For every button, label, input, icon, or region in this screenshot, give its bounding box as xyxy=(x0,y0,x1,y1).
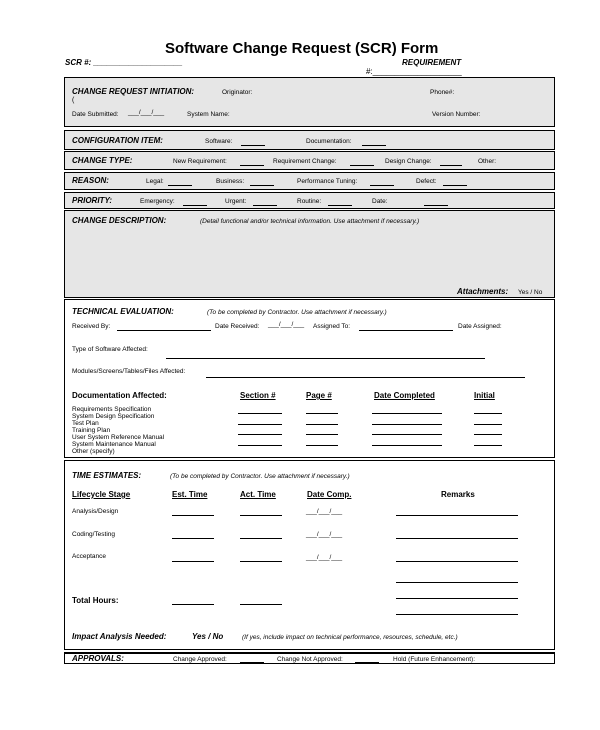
total-est-field[interactable] xyxy=(172,604,214,605)
date-received-field[interactable]: ___/___/___ xyxy=(268,321,305,328)
page-field[interactable] xyxy=(306,445,338,446)
urgent-label: Urgent: xyxy=(225,198,247,205)
remarks-field[interactable] xyxy=(396,515,518,516)
priority-heading: PRIORITY: xyxy=(72,196,113,205)
stage-label: Acceptance xyxy=(72,553,106,560)
remarks-header: Remarks xyxy=(441,490,475,499)
emergency-label: Emergency: xyxy=(140,198,175,205)
initiation-heading: CHANGE REQUEST INITIATION: xyxy=(72,87,195,96)
remarks-field[interactable] xyxy=(396,582,518,583)
new-requirement-field[interactable] xyxy=(240,165,264,166)
form-title: Software Change Request (SCR) Form xyxy=(165,40,439,57)
requirement-change-label: Requirement Change: xyxy=(273,158,337,165)
act-time-field[interactable] xyxy=(240,515,282,516)
date-assigned-label: Date Assigned: xyxy=(458,323,502,330)
section-column-header: Section # xyxy=(240,391,276,400)
type-affected-label: Type of Software Affected: xyxy=(72,346,148,353)
legal-field[interactable] xyxy=(168,185,192,186)
doc-list xyxy=(72,406,164,455)
originator-label: Originator: xyxy=(222,89,253,96)
type-affected-field[interactable] xyxy=(166,358,485,359)
new-requirement-label: New Requirement: xyxy=(173,158,227,165)
change-approved-label: Change Approved: xyxy=(173,656,227,663)
urgent-field[interactable] xyxy=(253,205,277,206)
initial-field[interactable] xyxy=(474,445,502,446)
act-time-field[interactable] xyxy=(240,561,282,562)
defect-label: Defect: xyxy=(416,178,437,185)
business-field[interactable] xyxy=(250,185,274,186)
description-heading: CHANGE DESCRIPTION: xyxy=(72,216,167,225)
software-label: Software: xyxy=(205,138,233,145)
doc-affected-heading: Documentation Affected: xyxy=(72,391,167,400)
attachments-label: Attachments: xyxy=(457,287,509,296)
assigned-to-field[interactable] xyxy=(359,330,453,331)
system-name-label: System Name: xyxy=(187,111,230,118)
page-column-header: Page # xyxy=(306,391,332,400)
requirement-label: REQUIREMENT xyxy=(402,58,462,67)
initial-field[interactable] xyxy=(474,424,502,425)
requirement-change-field[interactable] xyxy=(350,165,374,166)
section-field[interactable] xyxy=(238,434,282,435)
section-field[interactable] xyxy=(238,424,282,425)
date-submitted-field[interactable]: ___/___/___ xyxy=(128,109,165,116)
defect-field[interactable] xyxy=(443,185,467,186)
hold-label: Hold (Future Enhancement): xyxy=(393,656,476,663)
change-approved-field[interactable] xyxy=(240,662,264,663)
doc-item: Test Plan xyxy=(72,420,99,427)
remarks-field[interactable] xyxy=(396,598,518,599)
paren-mark: ( xyxy=(72,97,75,104)
est-time-header: Est. Time xyxy=(172,490,208,499)
doc-item: Training Plan xyxy=(72,427,111,434)
page-field[interactable] xyxy=(306,413,338,414)
priority-date-label: Date: xyxy=(372,198,388,205)
stage-label: Analysis/Design xyxy=(72,508,119,515)
priority-date-field[interactable] xyxy=(424,205,448,206)
description-note: (Detail functional and/or technical information. Use attachment if necessary.) xyxy=(200,218,420,225)
section-field[interactable] xyxy=(238,445,282,446)
date-comp-header: Date Comp. xyxy=(307,490,352,499)
change-not-approved-field[interactable] xyxy=(355,662,379,663)
date-comp-field[interactable]: ___/___/___ xyxy=(306,531,343,538)
tech-eval-heading: TECHNICAL EVALUATION: xyxy=(72,307,174,316)
time-estimates-note: (To be completed by Contractor. Use attachment if necessary.) xyxy=(170,473,350,480)
est-time-field[interactable] xyxy=(172,515,214,516)
requirement-number-field[interactable]: #:____________________ xyxy=(366,67,462,76)
remarks-field[interactable] xyxy=(396,561,518,562)
page-field[interactable] xyxy=(306,424,338,425)
stage-label: Coding/Testing xyxy=(72,531,115,538)
time-estimates-heading: TIME ESTIMATES: xyxy=(72,471,142,480)
date-completed-column-header: Date Completed xyxy=(374,391,435,400)
remarks-field[interactable] xyxy=(396,538,518,539)
design-change-label: Design Change: xyxy=(385,158,432,165)
routine-field[interactable] xyxy=(328,205,352,206)
date-completed-field[interactable] xyxy=(372,413,442,414)
date-received-label: Date Received: xyxy=(215,323,260,330)
change-type-heading: CHANGE TYPE: xyxy=(72,156,133,165)
received-by-label: Received By: xyxy=(72,323,111,330)
total-act-field[interactable] xyxy=(240,604,282,605)
doc-item: System Maintenance Manual xyxy=(72,441,156,448)
config-heading: CONFIGURATION ITEM: xyxy=(72,136,163,145)
emergency-field[interactable] xyxy=(183,205,207,206)
attachments-yes-no[interactable]: Yes / No xyxy=(518,289,543,296)
tech-eval-note: (To be completed by Contractor. Use attachment if necessary.) xyxy=(207,309,387,316)
received-by-field[interactable] xyxy=(117,330,211,331)
reason-heading: REASON: xyxy=(72,176,109,185)
legal-label: Legal: xyxy=(146,178,164,185)
act-time-header: Act. Time xyxy=(240,490,276,499)
page-field[interactable] xyxy=(306,434,338,435)
business-label: Business: xyxy=(216,178,245,185)
documentation-field[interactable] xyxy=(362,145,386,146)
impact-note: (If yes, include impact on technical performance, resources, schedule, etc.) xyxy=(242,634,458,641)
total-hours-label: Total Hours: xyxy=(72,596,119,605)
performance-tuning-label: Performance Tuning: xyxy=(297,178,358,185)
initial-column-header: Initial xyxy=(474,391,495,400)
date-completed-field[interactable] xyxy=(372,434,442,435)
other-label: Other: xyxy=(478,158,497,165)
section-field[interactable] xyxy=(238,413,282,414)
act-time-field[interactable] xyxy=(240,538,282,539)
documentation-label: Documentation: xyxy=(306,138,352,145)
impact-analysis-label: Impact Analysis Needed: xyxy=(72,632,167,641)
lifecycle-stage-header: Lifecycle Stage xyxy=(72,490,131,499)
performance-tuning-field[interactable] xyxy=(370,185,394,186)
date-comp-field[interactable]: ___/___/___ xyxy=(306,508,343,515)
version-number-label: Version Number: xyxy=(432,111,481,118)
assigned-to-label: Assigned To: xyxy=(313,323,351,330)
modules-affected-label: Modules/Screens/Tables/Files Affected: xyxy=(72,368,186,375)
change-not-approved-label: Change Not Approved: xyxy=(277,656,343,663)
design-change-field[interactable] xyxy=(440,165,462,166)
initial-field[interactable] xyxy=(474,413,502,414)
doc-item: User System Reference Manual xyxy=(72,434,165,441)
initial-field[interactable] xyxy=(474,434,502,435)
initiation-section xyxy=(64,77,555,127)
software-field[interactable] xyxy=(241,145,265,146)
scr-number-field[interactable]: SCR #: ____________________ xyxy=(65,58,183,67)
remarks-field[interactable] xyxy=(396,614,518,615)
date-completed-field[interactable] xyxy=(372,445,442,446)
date-completed-field[interactable] xyxy=(372,424,442,425)
phone-label: Phone#: xyxy=(430,89,455,96)
doc-item: Requirements Specification xyxy=(72,406,152,413)
modules-affected-field[interactable] xyxy=(206,377,525,378)
doc-item: Other (specify) xyxy=(72,448,115,455)
impact-yes-no[interactable]: Yes / No xyxy=(192,632,224,641)
est-time-field[interactable] xyxy=(172,538,214,539)
date-submitted-label: Date Submitted: xyxy=(72,111,119,118)
est-time-field[interactable] xyxy=(172,561,214,562)
routine-label: Routine: xyxy=(297,198,322,205)
approvals-heading: APPROVALS: xyxy=(72,654,124,663)
doc-item: System Design Specification xyxy=(72,413,155,420)
date-comp-field[interactable]: ___/___/___ xyxy=(306,554,343,561)
